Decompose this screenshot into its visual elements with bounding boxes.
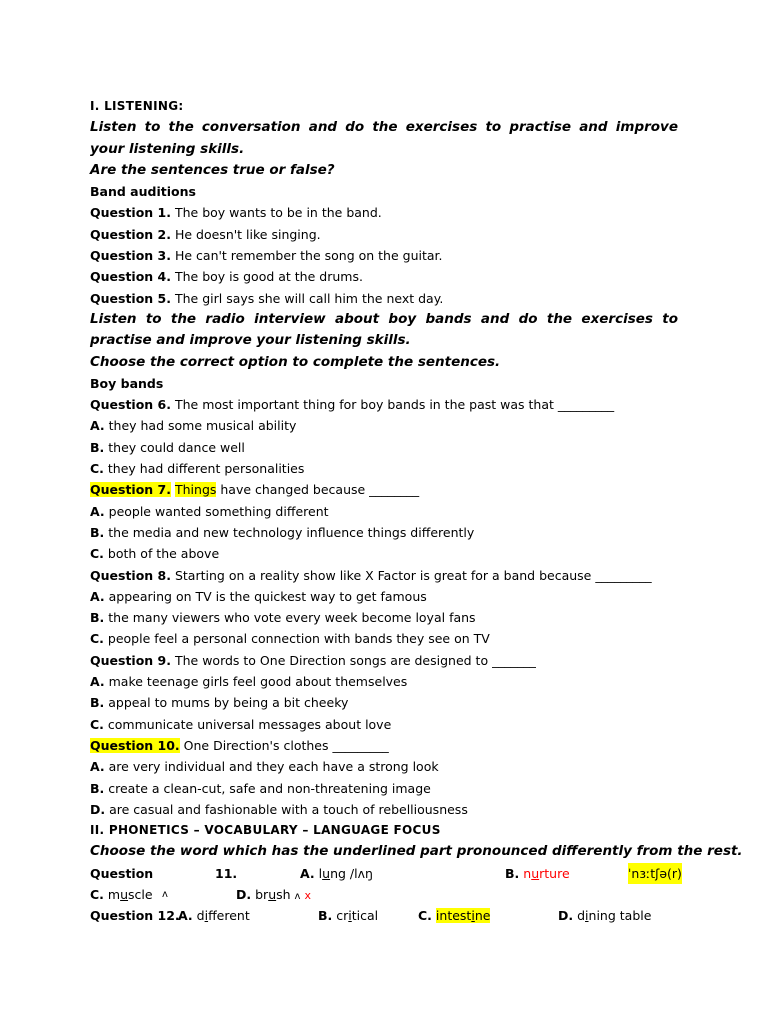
question-7: Question 7. Things have changed because ________ [90,482,420,498]
option: B. create a clean-cut, safe and non-threatening image [90,780,431,796]
instruction-conversation: Listen to the conversation and do the exercises to practise and improve your listening skills. [90,119,678,157]
question-9: Question 9. The words to One Direction songs are designed to _______ [90,652,536,668]
q12-option-b: B. critical [318,908,379,924]
q12-option-d: D. dining table [558,908,652,924]
option: C. communicate universal messages about love [90,716,392,732]
question-1: Question 1. The boy wants to be in the band. [90,205,382,221]
topic-band-auditions: Band auditions [90,184,196,200]
worksheet-page [90,96,743,927]
question-6: Question 6. The most important thing for boy bands in the past was that _________ [90,397,615,413]
option: A. make teenage girls feel good about themselves [90,674,408,690]
option: A. appearing on TV is the quickest way to get famous [90,588,427,604]
section-heading-phonetics: II. PHONETICS – VOCABULARY – LANGUAGE FOCUS [90,823,441,838]
instruction-choose-option: Choose the correct option to complete the sentences. [90,353,501,370]
section-heading-listening: I. LISTENING: [90,99,184,113]
option: A. people wanted something different [90,503,329,519]
instruction-radio-interview: Listen to the radio interview about boy bands and do the exercises to practise and improve your listening skills. [90,310,678,349]
option: B. they could dance well [90,439,245,455]
option: D. are casual and fashionable with a touch of rebelliousness [90,801,468,817]
question-3: Question 3. He can't remember the song on the guitar. [90,248,443,264]
instruction-pronunciation: Choose the word which has the underlined part pronounced differently from the rest. [90,843,743,860]
q11-option-b: B. nurture [505,865,570,881]
question-12: Question 12. A. different B. critical C. intestine D. dining table [90,905,678,926]
instruction-true-false: Are the sentences true or false? [90,161,335,178]
topic-boy-bands: Boy bands [90,375,164,391]
option: B. appeal to mums by being a bit cheeky [90,695,349,711]
question-10: Question 10. One Direction's clothes _________ [90,737,389,753]
option: A. they had some musical ability [90,418,297,434]
option: B. the many viewers who vote every week become loyal fans [90,610,476,626]
q12-option-a: A. different [178,908,250,924]
question-4: Question 4. The boy is good at the drums. [90,269,363,285]
q11-option-b-ipa: ˈnɜːtʃə(r) [628,863,682,884]
option: C. both of the above [90,546,220,562]
question-2: Question 2. He doesn't like singing. [90,226,321,242]
q12-option-c: C. intestine [418,908,491,924]
question-11-continued: C. muscle ʌ D. brush ʌ x [90,884,678,905]
question-5: Question 5. The girl says she will call him the next day. [90,290,444,306]
question-11: Question 11. A. lung /lʌŋ B. nurture ˈnɜːtʃə(r) [90,863,678,884]
option: A. are very individual and they each have a strong look [90,759,439,775]
q11-option-c: C. muscle [90,886,153,902]
question-8: Question 8. Starting on a reality show like X Factor is great for a band because _________ [90,567,652,583]
option: C. people feel a personal connection with bands they see on TV [90,631,490,647]
option: C. they had different personalities [90,461,305,477]
q11-option-a: A. lung /lʌŋ [300,865,373,881]
q11-option-d: D. brush ʌ x [236,886,311,902]
option: B. the media and new technology influence things differently [90,524,475,540]
